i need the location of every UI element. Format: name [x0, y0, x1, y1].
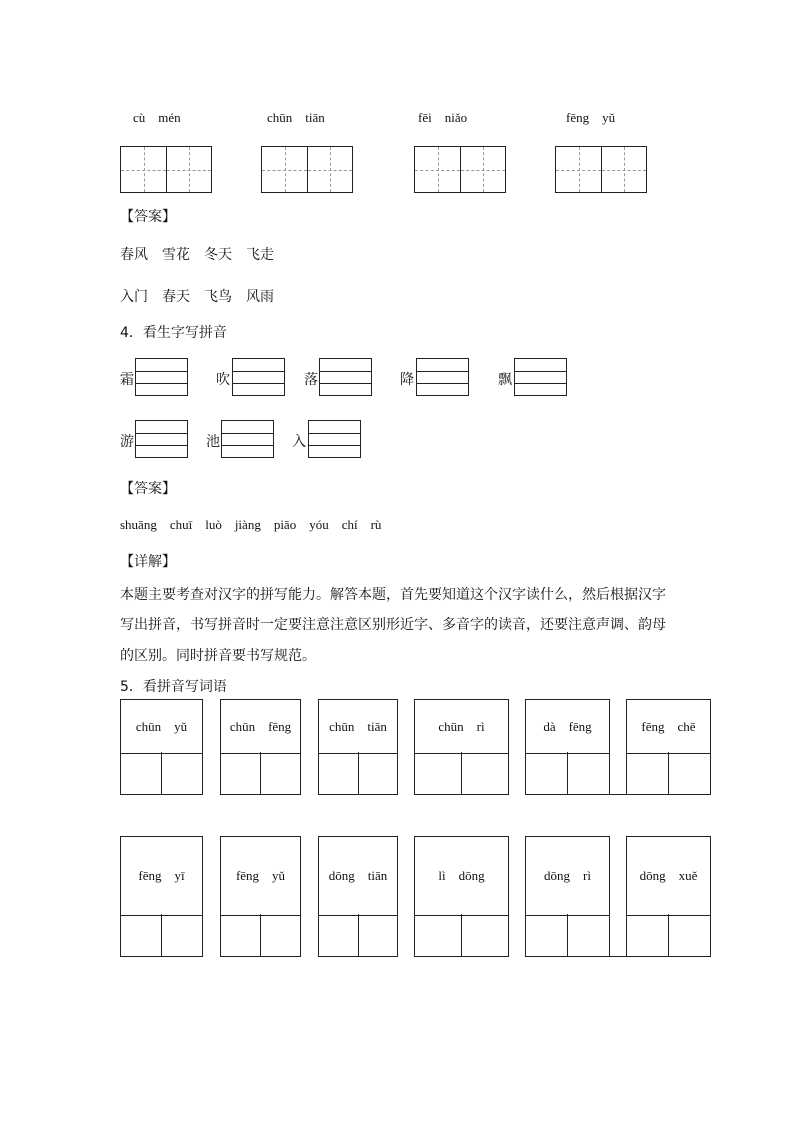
- word-box[interactable]: [120, 699, 203, 795]
- word-box[interactable]: [626, 836, 711, 957]
- word-box-pinyin: chūn rì: [415, 700, 508, 754]
- char-label: 降: [400, 372, 414, 388]
- section-title: 5．看拼音写词语: [120, 679, 227, 695]
- pinyin-writing-grid[interactable]: [232, 358, 285, 396]
- pinyin-label-4: fēng yǔ: [566, 110, 616, 125]
- word-box[interactable]: [414, 699, 509, 795]
- word-box[interactable]: [318, 836, 398, 957]
- pinyin-writing-grid[interactable]: [308, 420, 361, 458]
- answer-label: 【答案】: [120, 209, 176, 225]
- word-box[interactable]: [220, 836, 301, 957]
- detail-text: 写出拼音，书写拼音时一定要注意注意区别形近字、多音字的读音，还要注意声调、韵母: [120, 617, 666, 633]
- word-box-pinyin: lì dōng: [415, 837, 508, 916]
- pinyin-writing-grid[interactable]: [221, 420, 274, 458]
- writing-grid-3[interactable]: [414, 146, 506, 193]
- word-box-pinyin: dōng rì: [526, 837, 609, 916]
- word-box[interactable]: [220, 699, 301, 795]
- detail-text: 的区别。同时拼音要书写规范。: [120, 648, 316, 664]
- pinyin-writing-grid[interactable]: [319, 358, 372, 396]
- writing-grid-1[interactable]: [120, 146, 212, 193]
- word-box[interactable]: [120, 836, 203, 957]
- word-box-pinyin: chūn yǔ: [121, 700, 202, 754]
- word-box-pinyin: chūn fēng: [221, 700, 300, 754]
- char-label: 霜: [120, 372, 134, 388]
- writing-grid-4[interactable]: [555, 146, 647, 193]
- answer-label: 【答案】: [120, 481, 176, 497]
- detail-text: 本题主要考查对汉字的拼写能力。解答本题，首先要知道这个汉字读什么，然后根据汉字: [120, 587, 666, 603]
- char-label: 池: [206, 434, 220, 450]
- pinyin-writing-grid[interactable]: [514, 358, 567, 396]
- answer-pinyin: shuāng chuī luò jiàng piāo yóu chí rù: [120, 517, 382, 532]
- word-box-pinyin: chūn tiān: [319, 700, 397, 754]
- word-box-pinyin: fēng chē: [627, 700, 710, 754]
- word-box-pinyin: dōng xuě: [627, 837, 710, 916]
- char-label: 入: [292, 434, 306, 450]
- char-label: 吹: [216, 372, 230, 388]
- word-box-pinyin: fēng yǔ: [221, 837, 300, 916]
- word-box-pinyin: dōng tiān: [319, 837, 397, 916]
- section-title: 4．看生字写拼音: [120, 325, 227, 341]
- word-box-pinyin: dà fēng: [526, 700, 609, 754]
- pinyin-label-2: chūn tiān: [267, 110, 325, 125]
- answer-line: 春风 雪花 冬天 飞走: [120, 247, 274, 263]
- pinyin-writing-grid[interactable]: [416, 358, 469, 396]
- word-box-pinyin: fēng yī: [121, 837, 202, 916]
- detail-label: 【详解】: [120, 554, 176, 570]
- answer-line: 入门 春天 飞鸟 风雨: [120, 289, 274, 305]
- word-box[interactable]: [414, 836, 509, 957]
- char-label: 飘: [498, 372, 512, 388]
- word-box[interactable]: [626, 699, 711, 795]
- writing-grid-2[interactable]: [261, 146, 353, 193]
- word-box[interactable]: [525, 836, 610, 957]
- pinyin-label-1: cù mén: [133, 110, 181, 125]
- divider: [610, 752, 626, 795]
- word-box[interactable]: [318, 699, 398, 795]
- word-box[interactable]: [525, 699, 610, 795]
- divider: [610, 914, 626, 957]
- char-label: 落: [304, 372, 318, 388]
- pinyin-writing-grid[interactable]: [135, 358, 188, 396]
- char-label: 游: [120, 434, 134, 450]
- pinyin-label-3: fēi niǎo: [418, 110, 468, 125]
- pinyin-writing-grid[interactable]: [135, 420, 188, 458]
